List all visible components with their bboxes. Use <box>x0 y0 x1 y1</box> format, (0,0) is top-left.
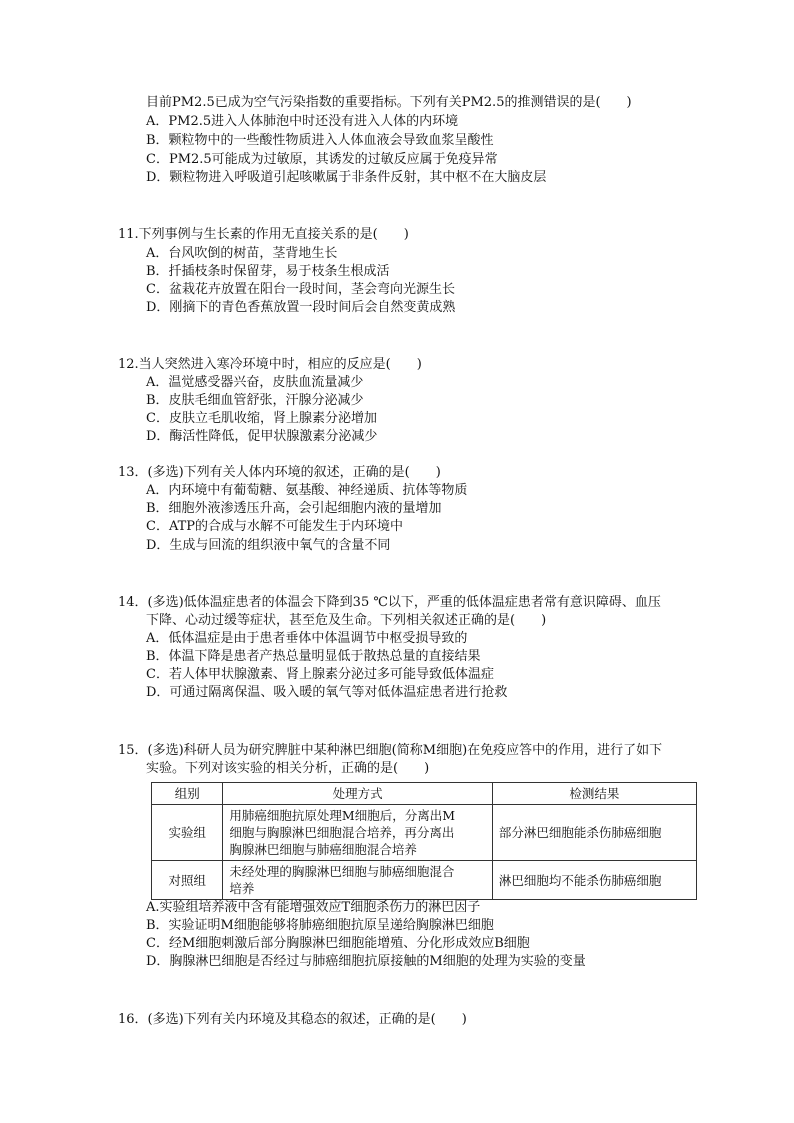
table-header-row <box>152 783 697 805</box>
option-c: C．ATP的合成与水解不可能发生于内环境中 <box>146 519 404 534</box>
option-c: C．若人体甲状腺激素、肾上腺素分泌过多可能导致低体温症 <box>146 667 494 682</box>
question-stem: 11.下列事例与生长素的作用无直接关系的是( ) <box>118 227 409 242</box>
experiment-table <box>151 782 697 900</box>
option-d: D．可通过隔离保温、吸入暖的氧气等对低体温症患者进行抢救 <box>146 685 508 700</box>
option-a: A．台风吹倒的树苗，茎背地生长 <box>146 246 338 261</box>
question-stem: 12.当人突然进入寒冷环境中时，相应的反应是( ) <box>118 357 422 372</box>
cell-treatment-line: 胸腺淋巴细胞与肺癌细胞混合培养 <box>229 842 417 857</box>
table-row <box>152 861 697 900</box>
table-header-group: 组别 <box>152 783 223 805</box>
option-d: D．生成与回流的组织液中氧气的含量不同 <box>146 538 391 553</box>
question-stem: 目前PM2.5已成为空气污染指数的重要指标。下列有关PM2.5的推测错误的是( ) <box>146 95 632 110</box>
option-b: B．实验证明M细胞能够将肺癌细胞抗原呈递给胸腺淋巴细胞 <box>146 918 494 933</box>
option-b: B．体温下降是患者产热总量明显低于散热总量的直接结果 <box>146 649 481 664</box>
cell-group: 实验组 <box>152 805 223 861</box>
option-a: A．PM2.5进入人体肺泡中时还没有进入人体的内环境 <box>146 114 459 129</box>
question-stem-line-1: 14．(多选)低体温症患者的体温会下降到35 ℃以下，严重的低体温症患者常有意识障碍、血压 <box>118 595 661 610</box>
cell-result: 淋巴细胞均不能杀伤肺癌细胞 <box>492 861 696 900</box>
question-stem: 13．(多选)下列有关人体内环境的叙述，正确的是( ) <box>118 465 441 480</box>
cell-treatment-line: 用肺癌细胞抗原处理M细胞后，分离出M <box>229 808 455 823</box>
option-b: B．皮肤毛细血管舒张，汗腺分泌减少 <box>146 393 364 408</box>
option-d: D．酶活性降低，促甲状腺激素分泌减少 <box>146 429 378 444</box>
table-row <box>152 805 697 861</box>
option-a: A．内环境中有葡萄糖、氨基酸、神经递质、抗体等物质 <box>146 483 468 498</box>
cell-treatment-line: 未经处理的胸腺淋巴细胞与肺癌细胞混合 <box>229 864 455 879</box>
option-c: C．经M细胞刺激后部分胸腺淋巴细胞能增殖、分化形成效应B细胞 <box>146 936 530 951</box>
cell-treatment-line: 细胞与胸腺淋巴细胞混合培养，再分离出 <box>229 825 455 840</box>
option-a: A.实验组培养液中含有能增强效应T细胞杀伤力的淋巴因子 <box>146 900 481 915</box>
option-d: D．颗粒物进入呼吸道引起咳嗽属于非条件反射，其中枢不在大脑皮层 <box>146 170 547 185</box>
option-b: B．细胞外液渗透压升高，会引起细胞内液的量增加 <box>146 501 442 516</box>
table-header-result: 检测结果 <box>492 783 696 805</box>
option-a: A．温觉感受器兴奋，皮肤血流量减少 <box>146 375 364 390</box>
option-c: C．PM2.5可能成为过敏原，其诱发的过敏反应属于免疫异常 <box>146 152 498 167</box>
option-d: D．胸腺淋巴细胞是否经过与肺癌细胞抗原接触的M细胞的处理为实验的变量 <box>146 954 586 969</box>
cell-treatment <box>223 861 492 900</box>
question-stem-line-2: 下降、心动过缓等症状，甚至危及生命。下列相关叙述正确的是( ) <box>146 613 547 628</box>
cell-result: 部分淋巴细胞能杀伤肺癌细胞 <box>492 805 696 861</box>
option-d: D．刚摘下的青色香蕉放置一段时间后会自然变黄成熟 <box>146 300 456 315</box>
option-a: A．低体温症是由于患者垂体中体温调节中枢受损导致的 <box>146 631 468 646</box>
question-stem-line-1: 15．(多选)科研人员为研究脾脏中某种淋巴细胞(简称M细胞)在免疫应答中的作用，进行了如下 <box>118 743 663 758</box>
option-b: B．扦插枝条时保留芽，易于枝条生根成活 <box>146 264 390 279</box>
question-stem-line-2: 实验。下列对该实验的相关分析，正确的是( ) <box>146 761 430 776</box>
cell-treatment-line: 培养 <box>229 881 255 896</box>
option-c: C．盆栽花卉放置在阳台一段时间，茎会弯向光源生长 <box>146 282 455 297</box>
cell-group: 对照组 <box>152 861 223 900</box>
cell-treatment <box>223 805 492 861</box>
question-stem: 16．(多选)下列有关内环境及其稳态的叙述，正确的是( ) <box>118 1012 467 1027</box>
option-b: B．颗粒物中的一些酸性物质进入人体血液会导致血浆呈酸性 <box>146 133 494 148</box>
option-c: C．皮肤立毛肌收缩，肾上腺素分泌增加 <box>146 411 377 426</box>
table-header-treatment: 处理方式 <box>223 783 492 805</box>
